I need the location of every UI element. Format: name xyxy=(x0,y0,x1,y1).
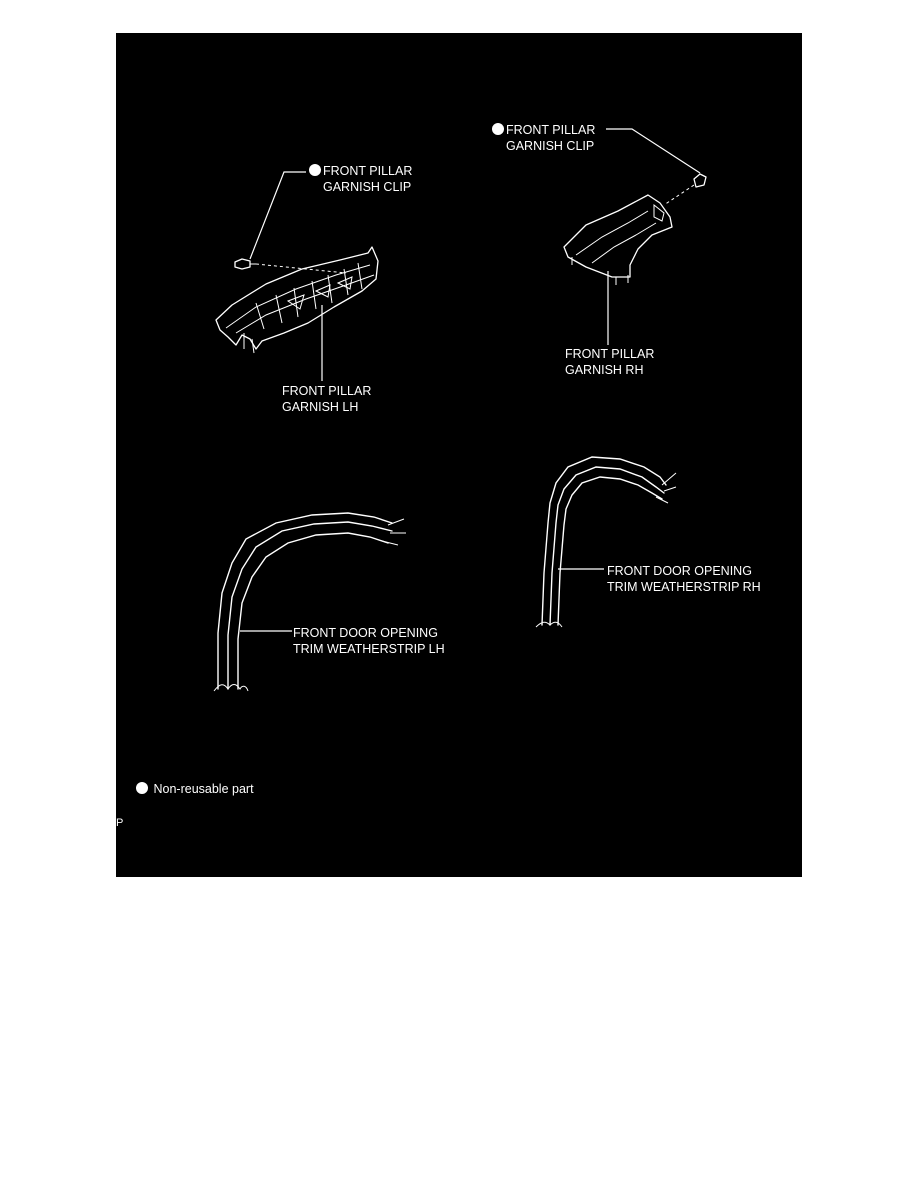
non-reusable-dot-icon xyxy=(136,782,148,794)
non-reusable-dot-icon xyxy=(309,164,321,176)
exploded-parts-diagram xyxy=(116,33,802,877)
weatherstrip-rh-label: FRONT DOOR OPENING TRIM WEATHERSTRIP RH xyxy=(607,564,761,594)
legend-text: Non-reusable part xyxy=(153,782,254,796)
front-pillar-garnish-clip-lh-drawing xyxy=(235,259,256,269)
clip-rh-guide-line xyxy=(664,185,694,205)
clip-lh-leader-line xyxy=(250,172,306,259)
clip-rh-label: FRONT PILLAR GARNISH CLIP xyxy=(492,122,595,154)
front-door-opening-trim-weatherstrip-lh-drawing xyxy=(214,513,406,691)
garnish-lh-label: FRONT PILLAR GARNISH LH xyxy=(282,384,372,414)
figure-code: P xyxy=(116,817,124,829)
front-door-opening-trim-weatherstrip-rh-drawing xyxy=(536,457,676,627)
non-reusable-dot-icon xyxy=(492,123,504,135)
front-pillar-garnish-rh-drawing xyxy=(564,195,672,285)
weatherstrip-lh-label: FRONT DOOR OPENING TRIM WEATHERSTRIP LH xyxy=(293,626,445,656)
front-pillar-garnish-clip-rh-drawing xyxy=(694,174,706,187)
diagram-artwork xyxy=(116,33,802,877)
clip-lh-label: FRONT PILLAR GARNISH CLIP xyxy=(309,163,412,195)
garnish-rh-label: FRONT PILLAR GARNISH RH xyxy=(565,347,655,375)
clip-rh-leader-line xyxy=(606,129,700,173)
legend xyxy=(136,781,254,797)
